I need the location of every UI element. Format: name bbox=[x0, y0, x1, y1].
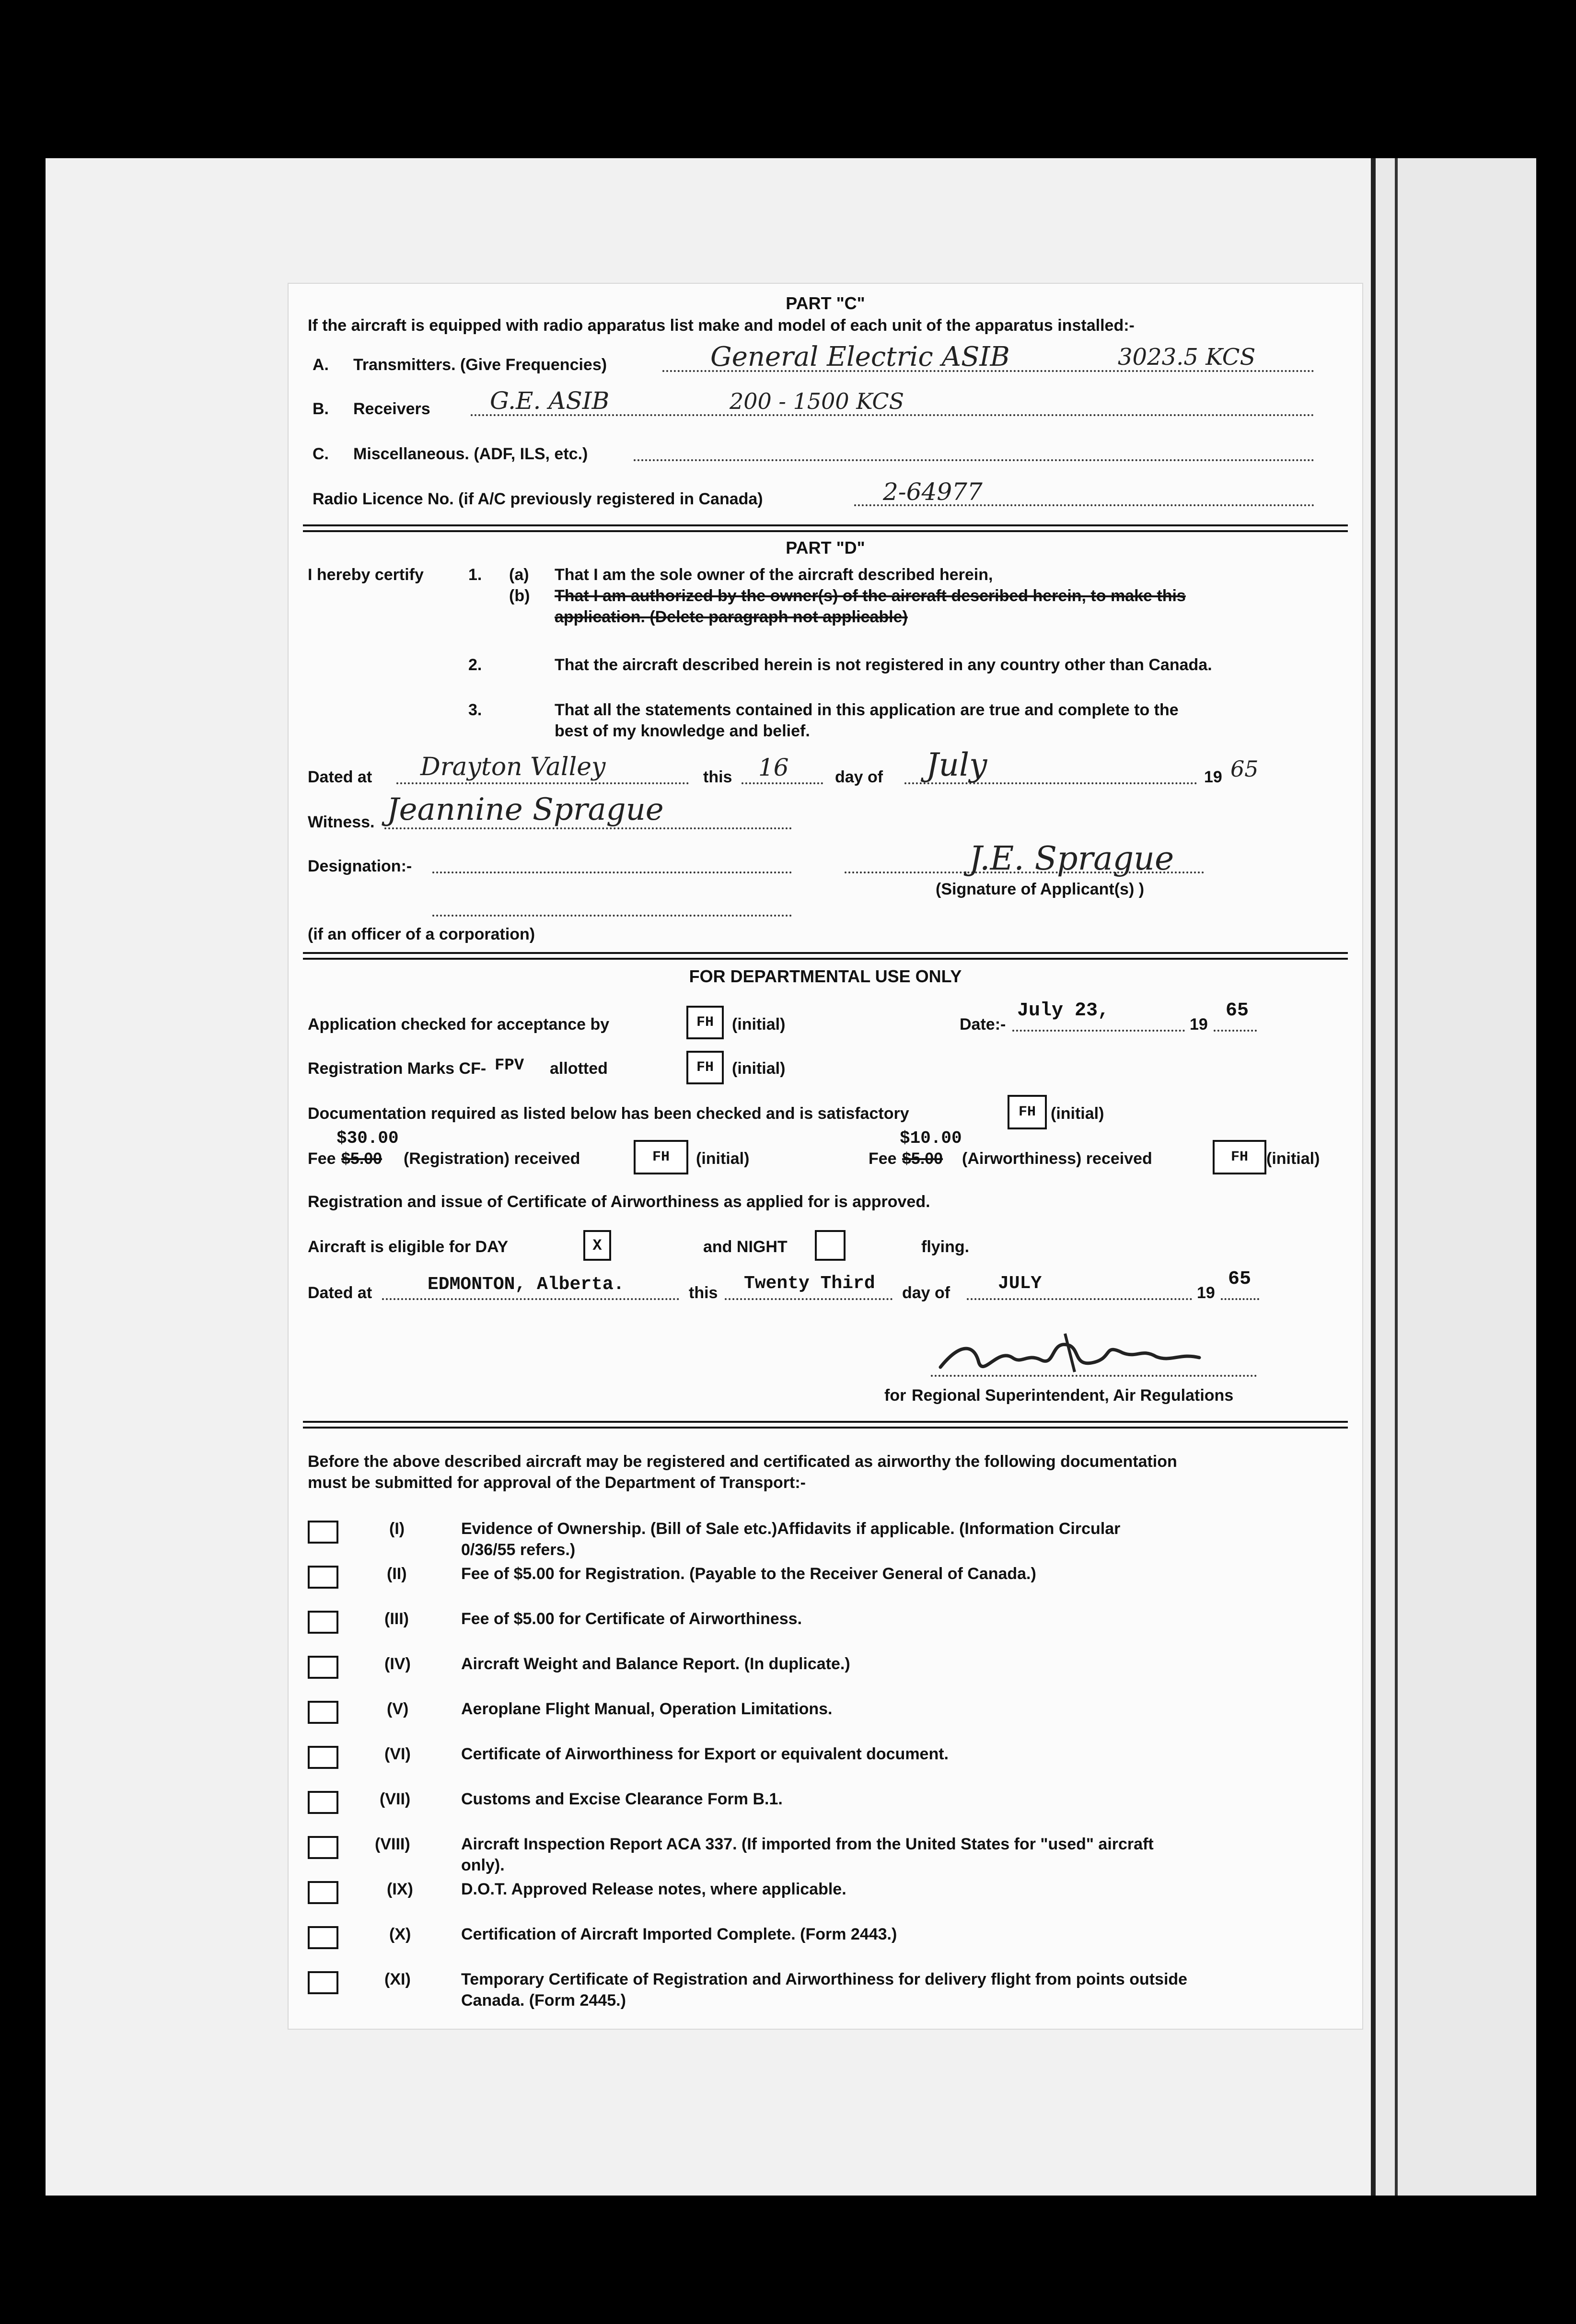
doc-text: Aeroplane Flight Manual, Operation Limitations. bbox=[461, 1700, 833, 1718]
applicant-signature: J.E. Sprague bbox=[969, 840, 1174, 878]
doc-text: only). bbox=[461, 1856, 505, 1874]
applicant-place: Drayton Valley bbox=[420, 753, 606, 781]
doc-num: (IV) bbox=[384, 1655, 411, 1673]
fee-reg-stamp: $30.00 bbox=[336, 1128, 399, 1148]
doc-num: (X) bbox=[389, 1925, 411, 1943]
this-label: this bbox=[689, 1284, 718, 1302]
fee-label: Fee bbox=[869, 1150, 897, 1168]
reg-marks-label: Registration Marks CF- bbox=[308, 1059, 487, 1078]
adjacent-page-edge bbox=[1371, 158, 1536, 2196]
doc-checkbox-1 bbox=[308, 1521, 338, 1544]
receivers-letter: B. bbox=[313, 400, 329, 418]
doc-num: (IX) bbox=[387, 1880, 413, 1898]
checked-initials-box: FH bbox=[686, 1006, 724, 1039]
doc-text: D.O.T. Approved Release notes, where applicable. bbox=[461, 1880, 846, 1898]
dept-date: July 23, bbox=[1017, 1000, 1110, 1022]
dept-year-2: 65 bbox=[1228, 1268, 1252, 1290]
dated-at-label: Dated at bbox=[308, 1284, 372, 1302]
doc-text: Canada. (Form 2445.) bbox=[461, 1991, 626, 2010]
item-letter: (a) bbox=[509, 566, 529, 584]
doc-text: Customs and Excise Clearance Form B.1. bbox=[461, 1790, 783, 1808]
year-prefix: 19 bbox=[1190, 1015, 1208, 1034]
allotted-label: allotted bbox=[550, 1059, 608, 1078]
doc-checkbox-2 bbox=[308, 1566, 338, 1589]
doc-num: (V) bbox=[387, 1700, 409, 1718]
receivers-value: G.E. ASIB bbox=[490, 387, 610, 415]
year-prefix: 19 bbox=[1197, 1284, 1215, 1302]
doc-text: Evidence of Ownership. (Bill of Sale etc.)Affidavits if applicable. (Information Circular bbox=[461, 1520, 1121, 1538]
initial-label: (initial) bbox=[732, 1015, 786, 1034]
initial-label: (initial) bbox=[1051, 1104, 1104, 1123]
doc-text: Aircraft Weight and Balance Report. (In duplicate.) bbox=[461, 1655, 850, 1673]
superintendent-label: Regional Superintendent, Air Regulations bbox=[912, 1386, 1234, 1405]
applicant-day: 16 bbox=[758, 754, 789, 781]
radio-licence-label: Radio Licence No. (if A/C previously registered in Canada) bbox=[313, 490, 763, 508]
dept-month: JULY bbox=[998, 1273, 1042, 1294]
doc-num: (XI) bbox=[384, 1970, 411, 1988]
doc-checkbox-4 bbox=[308, 1656, 338, 1679]
doc-text: Certification of Aircraft Imported Complete. (Form 2443.) bbox=[461, 1925, 897, 1943]
application-form-sheet bbox=[288, 283, 1363, 2030]
part-c-title: PART "C" bbox=[786, 293, 865, 313]
dated-at-label: Dated at bbox=[308, 768, 372, 786]
applicant-month: July bbox=[926, 746, 987, 783]
radio-licence-value: 2-64977 bbox=[883, 478, 983, 506]
fee-reg-text: (Registration) received bbox=[404, 1150, 580, 1168]
dept-year: 65 bbox=[1226, 1000, 1249, 1022]
fee-air-printed: $5.00 bbox=[902, 1150, 943, 1168]
receivers-frequency: 200 - 1500 KCS bbox=[730, 388, 904, 414]
fee-label: Fee bbox=[308, 1150, 336, 1168]
docs-intro-2: must be submitted for approval of the Department of Transport:- bbox=[308, 1474, 806, 1492]
fee-reg-printed: $5.00 bbox=[341, 1150, 382, 1168]
fee-air-text: (Airworthiness) received bbox=[962, 1150, 1152, 1168]
flying-label: flying. bbox=[921, 1238, 970, 1256]
initial-label: (initial) bbox=[696, 1150, 750, 1168]
witness-name: Jeannine Sprague bbox=[387, 792, 664, 827]
doc-num: (VIII) bbox=[375, 1835, 410, 1853]
witness-label: Witness. bbox=[308, 813, 375, 831]
initial-label: (initial) bbox=[1266, 1150, 1320, 1168]
officer-note: (if an officer of a corporation) bbox=[308, 925, 535, 943]
reg-marks-initials-box: FH bbox=[686, 1051, 724, 1084]
docs-intro-1: Before the above described aircraft may be registered and certificated as airworthy the following documentation bbox=[308, 1452, 1177, 1471]
documentation-initials-box: FH bbox=[1008, 1095, 1047, 1129]
misc-label: Miscellaneous. (ADF, ILS, etc.) bbox=[353, 445, 588, 463]
year-prefix: 19 bbox=[1204, 768, 1222, 786]
fee-reg-initials-box: FH bbox=[634, 1140, 688, 1174]
transmitters-letter: A. bbox=[313, 356, 329, 374]
part-c-instruction: If the aircraft is equipped with radio apparatus list make and model of each unit of the apparatus installed:- bbox=[308, 316, 1135, 335]
doc-checkbox-7 bbox=[308, 1791, 338, 1814]
doc-num: (III) bbox=[384, 1610, 409, 1628]
superintendent-signature bbox=[931, 1324, 1218, 1386]
doc-text: Fee of $5.00 for Registration. (Payable to the Receiver General of Canada.) bbox=[461, 1565, 1036, 1583]
doc-checkbox-10 bbox=[308, 1926, 338, 1949]
certify-3a: That all the statements contained in this application are true and complete to the bbox=[555, 701, 1179, 719]
fee-air-initials-box: FH bbox=[1213, 1140, 1266, 1174]
doc-text: Temporary Certificate of Registration and Airworthiness for delivery flight from points outside bbox=[461, 1970, 1188, 1988]
for-label: for bbox=[884, 1386, 906, 1405]
night-label: and NIGHT bbox=[703, 1238, 788, 1256]
certify-label: I hereby certify bbox=[308, 566, 424, 584]
doc-checkbox-8 bbox=[308, 1836, 338, 1859]
doc-num: (VI) bbox=[384, 1745, 411, 1763]
doc-num: (VII) bbox=[380, 1790, 411, 1808]
doc-text: Aircraft Inspection Report ACA 337. (If imported from the United States for "used" aircraft bbox=[461, 1835, 1154, 1853]
transmitters-label: Transmitters. (Give Frequencies) bbox=[353, 356, 607, 374]
signature-label: (Signature of Applicant(s) ) bbox=[936, 880, 1145, 898]
applicant-year: 65 bbox=[1230, 756, 1259, 782]
certify-2: That the aircraft described herein is not registered in any country other than Canada. bbox=[555, 656, 1212, 674]
documentation-label: Documentation required as listed below has been checked and is satisfactory bbox=[308, 1104, 909, 1123]
approved-text: Registration and issue of Certificate of Airworthiness as applied for is approved. bbox=[308, 1193, 930, 1211]
doc-checkbox-6 bbox=[308, 1746, 338, 1769]
doc-text: 0/36/55 refers.) bbox=[461, 1541, 576, 1559]
initial-label: (initial) bbox=[732, 1059, 786, 1078]
eligible-day-label: Aircraft is eligible for DAY bbox=[308, 1238, 509, 1256]
certify-1b-struck: That I am authorized by the owner(s) of the aircraft described herein, to make this bbox=[555, 587, 1186, 605]
certify-3b: best of my knowledge and belief. bbox=[555, 722, 810, 740]
transmitters-frequency: 3023.5 KCS bbox=[1118, 344, 1256, 371]
doc-checkbox-3 bbox=[308, 1611, 338, 1634]
doc-num: (II) bbox=[387, 1565, 407, 1583]
day-of-label: day of bbox=[902, 1284, 950, 1302]
item-number: 1. bbox=[468, 566, 482, 584]
item-number: 2. bbox=[468, 656, 482, 674]
doc-text: Fee of $5.00 for Certificate of Airworthiness. bbox=[461, 1610, 802, 1628]
this-label: this bbox=[703, 768, 732, 786]
doc-num: (I) bbox=[389, 1520, 405, 1538]
doc-checkbox-5 bbox=[308, 1701, 338, 1724]
doc-checkbox-11 bbox=[308, 1971, 338, 1994]
day-checkbox: X bbox=[583, 1230, 611, 1261]
part-d-title: PART "D" bbox=[786, 538, 865, 558]
misc-letter: C. bbox=[313, 445, 329, 463]
certify-1a: That I am the sole owner of the aircraft described herein, bbox=[555, 566, 993, 584]
certify-1b-struck-2: application. (Delete paragraph not applicable) bbox=[555, 608, 908, 626]
receivers-label: Receivers bbox=[353, 400, 430, 418]
checked-label: Application checked for acceptance by bbox=[308, 1015, 610, 1034]
day-of-label: day of bbox=[835, 768, 883, 786]
night-checkbox bbox=[815, 1230, 846, 1261]
dept-day: Twenty Third bbox=[744, 1273, 875, 1294]
doc-text: Certificate of Airworthiness for Export or equivalent document. bbox=[461, 1745, 949, 1763]
fee-air-stamp: $10.00 bbox=[900, 1128, 962, 1148]
doc-checkbox-9 bbox=[308, 1881, 338, 1904]
item-number: 3. bbox=[468, 701, 482, 719]
date-label: Date:- bbox=[960, 1015, 1006, 1034]
dept-place: EDMONTON, Alberta. bbox=[428, 1274, 625, 1295]
item-letter: (b) bbox=[509, 587, 530, 605]
designation-label: Designation:- bbox=[308, 857, 412, 875]
dept-title: FOR DEPARTMENTAL USE ONLY bbox=[689, 966, 962, 986]
transmitters-value: General Electric ASIB bbox=[710, 341, 1010, 372]
reg-marks-value: FPV bbox=[495, 1057, 524, 1075]
